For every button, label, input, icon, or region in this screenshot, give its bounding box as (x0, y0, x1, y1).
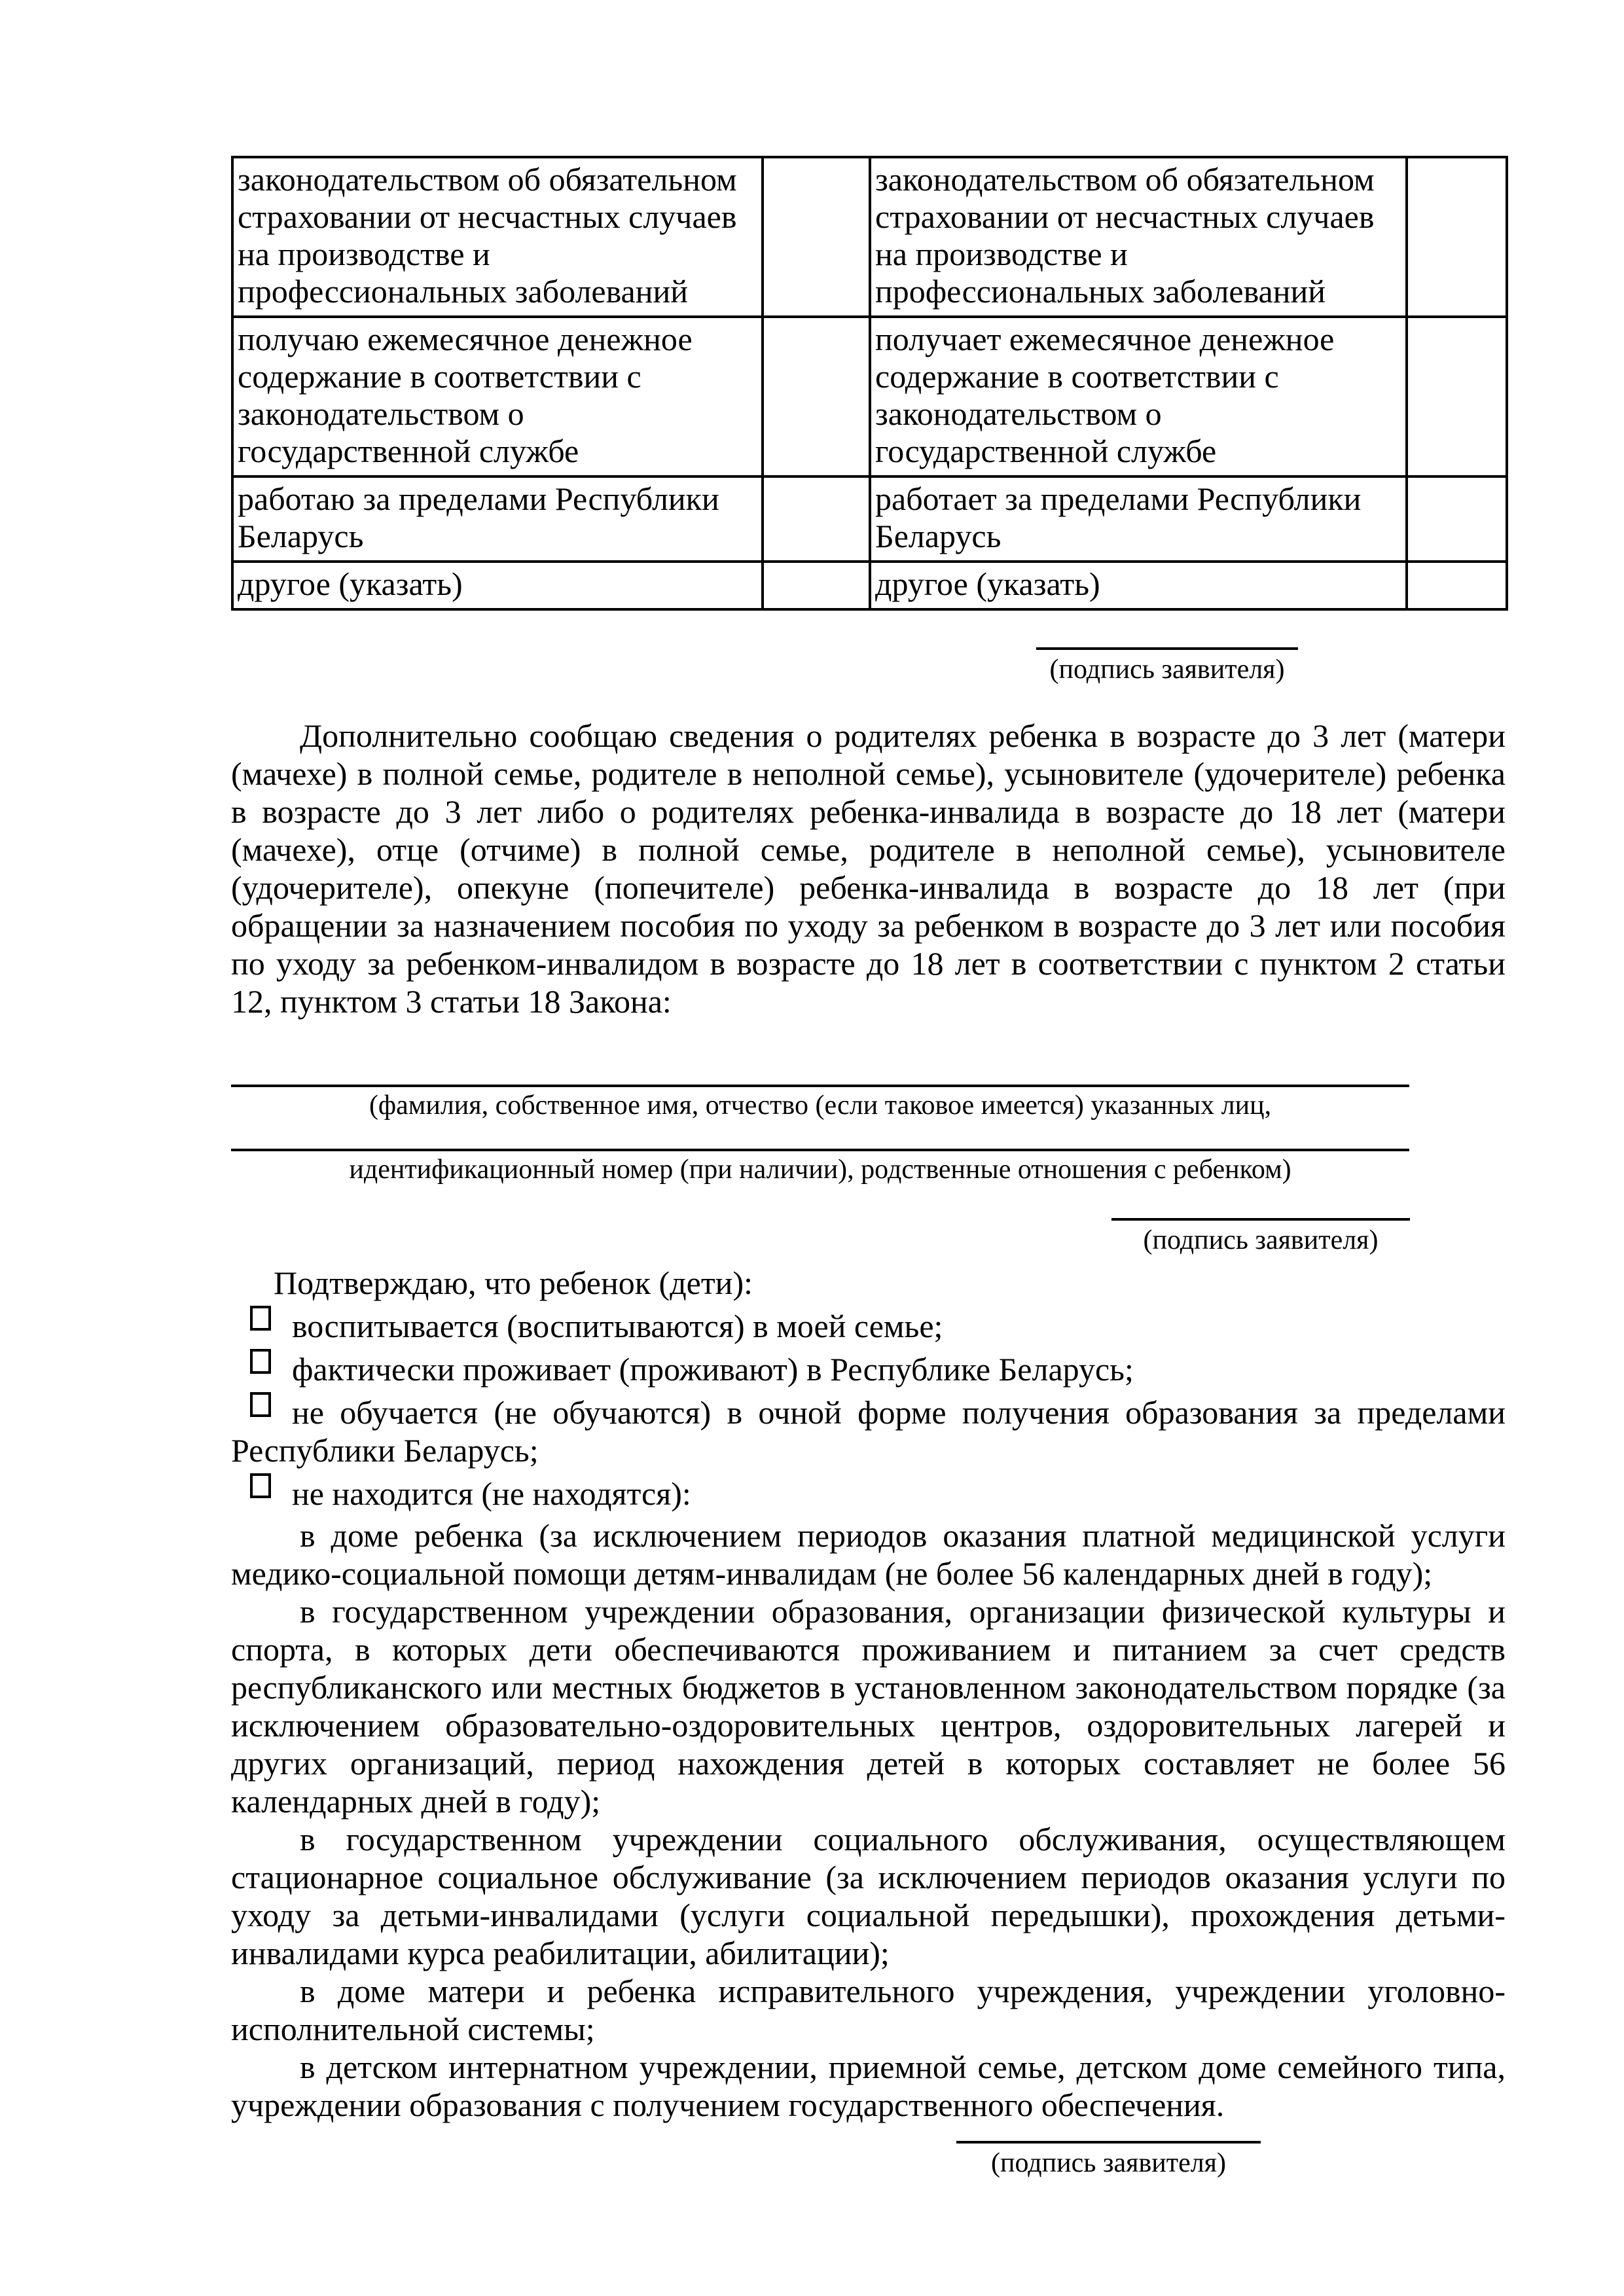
table-row (232, 562, 1507, 609)
fill-line-id-number-caption: идентификационный номер (при наличии), родственные отношения с ребенком) (349, 1155, 1291, 1185)
not-located-sub-item-boarding: в детском интернатном учреждении, приемной семье, детском доме семейного типа, учреждении образования с получением государственного обеспечения. (231, 2049, 1506, 2123)
fill-line-names-caption: (фамилия, собственное имя, отчество (если таковое имеется) указанных лиц, (369, 1090, 1272, 1121)
signature-caption: (подпись заявителя) (1143, 1225, 1379, 1255)
table-row (232, 317, 1507, 476)
form-content (231, 156, 1506, 2179)
confirm-item-label: не обучается (не обучаются) в очной форме получения образования за пределами Республики Беларусь; (231, 1394, 1506, 1469)
other-parent-status-cell: получает ежемесячное денежное содержание в соответствии с законодательством о государственной службе (870, 317, 1407, 476)
confirm-item-not-studying-abroad (231, 1393, 1506, 1469)
other-parent-status-cell: другое (указать) (870, 562, 1407, 609)
confirm-item-not-located (231, 1475, 1506, 1513)
table-row (232, 157, 1507, 317)
other-parent-mark-cell[interactable] (1407, 476, 1507, 562)
checkbox-icon[interactable] (250, 1306, 271, 1331)
applicant-mark-cell[interactable] (763, 317, 870, 476)
signature-caption: (подпись заявителя) (991, 2148, 1226, 2178)
not-located-sub-item-state-education: в государственном учреждении образования, организации физической культуры и спорта, в которых дети обеспечиваются проживанием и питанием за счет средств республиканского или местных бюджетов в установленном законодательством порядке (за исключением образовательно-оздоровительных центров, оздоровительных лагерей и других организаций, период нахождения детей в которых составляет не более 56 календарных дней в году); (231, 1593, 1506, 1820)
signature-caption: (подпись заявителя) (1049, 655, 1285, 685)
status-table (231, 156, 1508, 611)
other-parent-mark-cell[interactable] (1407, 562, 1507, 609)
checkbox-icon[interactable] (250, 1349, 271, 1374)
signature-line-2[interactable] (1111, 1218, 1410, 1256)
applicant-status-cell: работаю за пределами Республики Беларусь (232, 476, 763, 562)
confirm-item-lives-in-belarus (231, 1350, 1506, 1388)
table-row (232, 476, 1507, 562)
confirm-intro: Подтверждаю, что ребенок (дети): (274, 1265, 753, 1301)
not-located-sub-item-correctional: в доме матери и ребенка исправительного учреждения, учреждении уголовно-исполнительной системы; (231, 1973, 1506, 2047)
signature-line-3[interactable] (956, 2141, 1261, 2179)
applicant-status-cell: законодательством об обязательном страховании от несчастных случаев на производстве и профессиональных заболеваний (232, 157, 763, 317)
not-located-sub-item-child-home: в доме ребенка (за исключением периодов оказания платной медицинской услуги медико-социальной помощи детям-инвалидам (не более 56 календарных дней в году); (231, 1517, 1506, 1592)
confirm-item-raised-in-family (231, 1307, 1506, 1345)
applicant-mark-cell[interactable] (763, 476, 870, 562)
applicant-status-cell: получаю ежемесячное денежное содержание в соответствии с законодательством о государственной службе (232, 317, 763, 476)
not-located-sub-item-social-service: в государственном учреждении социального обслуживания, осуществляющем стационарное социальное обслуживание (за исключением периодов оказания услуги по уходу за детьми-инвалидами (услуги социальной передышки), прохождения детьми-инвалидами курса реабилитации, абилитации); (231, 1821, 1506, 1971)
applicant-mark-cell[interactable] (763, 562, 870, 609)
additional-info-paragraph: Дополнительно сообщаю сведения о родителях ребенка в возрасте до 3 лет (матери (мачехе) в полной семье, родителе в неполной семье), усыновителе (удочерителе) ребенка в возрасте до 3 лет либо о родителях ребенка-инвалида в возрасте до 18 лет (матери (мачехе), отце (отчиме) в полной семье, родителе в неполной семье), усыновителе (удочерителе), опекуне (попечителе) ребенка-инвалида в возрасте до 18 лет (при обращении за назначением пособия по уходу за ребенком в возрасте до 3 лет или пособия по уходу за ребенком-инвалидом в возрасте до 18 лет в соответствии с пунктом 2 статьи 12, пунктом 3 статьи 18 Закона: (231, 717, 1506, 1020)
other-parent-mark-cell[interactable] (1407, 317, 1507, 476)
other-parent-status-cell: работает за пределами Республики Беларусь (870, 476, 1407, 562)
checkbox-icon[interactable] (250, 1392, 271, 1417)
confirm-item-label: воспитывается (воспитываются) в моей семье; (292, 1308, 943, 1344)
applicant-mark-cell[interactable] (763, 157, 870, 317)
confirm-item-label: фактически проживает (проживают) в Республике Беларусь; (292, 1351, 1134, 1388)
checkbox-icon[interactable] (250, 1473, 271, 1498)
other-parent-mark-cell[interactable] (1407, 157, 1507, 317)
other-parent-status-cell: законодательством об обязательном страховании от несчастных случаев на производстве и профессиональных заболеваний (870, 157, 1407, 317)
signature-line-1[interactable] (1036, 647, 1298, 685)
applicant-status-cell: другое (указать) (232, 562, 763, 609)
confirm-item-label: не находится (не находятся): (292, 1475, 691, 1512)
